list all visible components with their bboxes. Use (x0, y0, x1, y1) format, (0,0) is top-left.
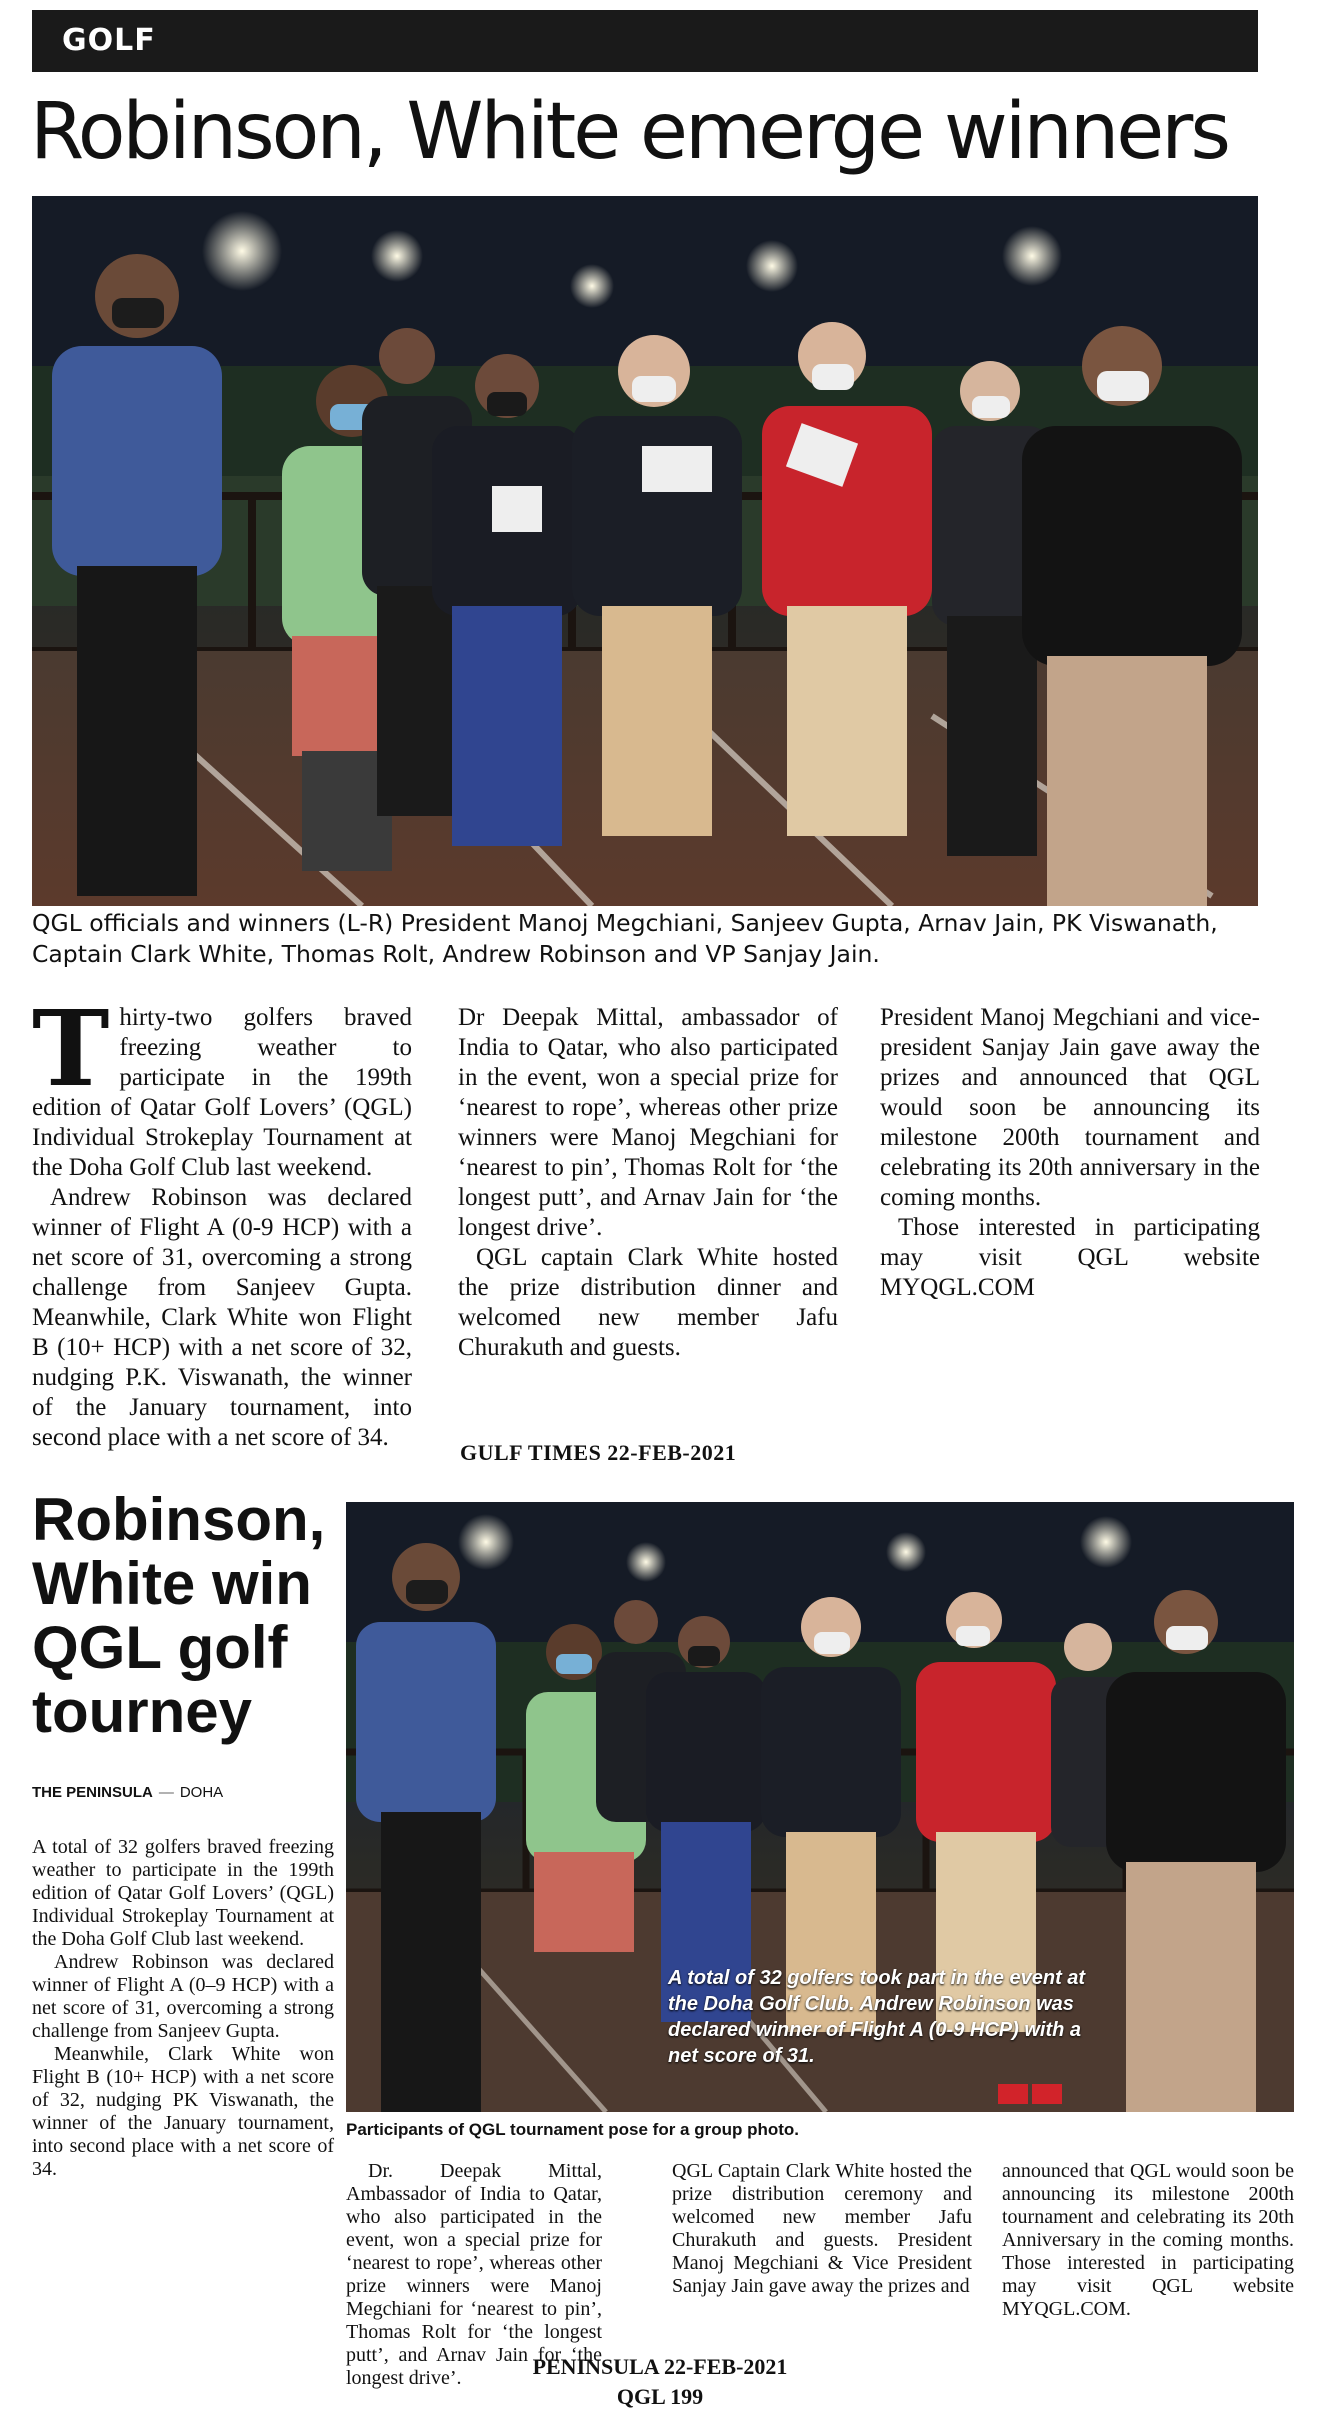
peninsula-source: PENINSULA 22-FEB-2021 (532, 2354, 788, 2379)
gulf-times-paragraph-2: Andrew Robinson was declared winner of Flight A (0-9 HCP) with a net score of 31, overcoming a strong challenge from Sanjeev Gupta. Meanwhile, Clark White won Flight B (10+ HCP) with a net score of 32, nudging P.K. Viswanath, the winner of the January tournament, into second place with a net score of 34. (32, 1184, 412, 1451)
byline-city: DOHA (179, 1784, 224, 1801)
gulf-times-column-1 (32, 987, 412, 1453)
peninsula-footer: QGL 199 (616, 2384, 704, 2409)
peninsula-paragraph-5: QGL Captain Clark White hosted the prize distribution ceremony and welcomed new member Jafu Churakuth and guests. President Manoj Megchiani & Vice President Sanjay Jain gave away the prizes and (672, 2160, 972, 2297)
peninsula-photo-caption: Participants of QGL tournament pose for a group photo. (346, 2120, 800, 2139)
peninsula-byline (32, 1784, 223, 1801)
section-label: GOLF (32, 10, 1258, 72)
peninsula-column-4 (1002, 2160, 1294, 2321)
gulf-times-source-line: GULF TIMES 22-FEB-2021 (460, 1440, 737, 1465)
peninsula-column-1 (32, 1836, 334, 2181)
peninsula-paragraph-4-cont: Dr. Deepak Mittal, Ambassador of India to Qatar, who also participated in the event, won a special prize for ‘nearest to rope’, whereas other prize winners were Manoj Megchiani for ‘nearest to pin’, Thomas Rolt for ‘the longest putt’, and Arnav Jain for ‘the longest drive’. (346, 2160, 602, 2389)
peninsula-paragraph-5-cont: announced that QGL would soon be announcing its milestone 200th tournament and celebrating its 20th Anniversary in the coming months. Those interested in participating may visit QGL website MYQGL.COM. (1002, 2160, 1294, 2320)
red-accent-blocks (998, 2084, 1066, 2109)
byline-dash: — (158, 1784, 174, 1801)
peninsula-column-3 (672, 2160, 972, 2298)
peninsula-source-line (490, 2352, 830, 2412)
peninsula-headline: Robinson, White win QGL golf tourney (32, 1486, 326, 1745)
gulf-times-paragraph-3: Dr Deepak Mittal, ambassador of India to Qatar, who also participated in the event, won a special prize for ‘nearest to rope’, whereas other prize winners were Manoj Megchiani for ‘nearest to pin’, Thomas Rolt for ‘the longest putt’, and Arnav Jain for ‘the longest drive’. (458, 1004, 838, 1241)
gulf-times-photo-caption: QGL officials and winners (L-R) President Manoj Megchiani, Sanjeev Gupta, Arnav Jain, PK Viswanath, Captain Clark White, Thomas Rolt, Andrew Robinson and VP Sanjay Jain. (32, 909, 1218, 968)
byline-paper: THE PENINSULA (32, 1784, 153, 1801)
drop-cap: T (32, 987, 110, 1110)
gulf-times-paragraph-6: Those interested in participating may visit QGL website MYQGL.COM (880, 1214, 1260, 1301)
gulf-times-paragraph-4: QGL captain Clark White hosted the prize distribution dinner and welcomed new member Jafu Churakuth and guests. (458, 1244, 838, 1361)
peninsula-photo-overlay-caption: A total of 32 golfers took part in the event at the Doha Golf Club. Andrew Robinson was declared winner of Flight A (0-9 HCP) with a net score of 31. (668, 1967, 1086, 2067)
peninsula-paragraph-1: A total of 32 golfers braved freezing weather to participate in the 199th edition of Qatar Golf Lovers’ (QGL) Individual Strokeplay Tournament at the Doha Golf Club last weekend. (32, 1836, 334, 1950)
gulf-times-paragraph-1: hirty-two golfers braved freezing weather to participate in the 199th edition of Qatar Golf Lovers’ (QGL) Individual Strokeplay Tournament at the Doha Golf Club last weekend. (32, 1004, 412, 1181)
gulf-times-column-3 (880, 1003, 1260, 1303)
gulf-times-group-photo (32, 196, 1258, 906)
gulf-times-headline: Robinson, White emerge winners (30, 87, 1228, 177)
peninsula-paragraph-3: Meanwhile, Clark White won Flight B (10+ HCP) with a net score of 32, nudging PK Viswanath, the winner of the January tournament, into second place with a net score of 34. (32, 2043, 334, 2180)
peninsula-paragraph-2: Andrew Robinson was declared winner of Flight A (0–9 HCP) with a net score of 31, overcoming a strong challenge from Sanjeev Gupta. (32, 1951, 334, 2042)
gulf-times-paragraph-5: President Manoj Megchiani and vice-president Sanjay Jain gave away the prizes and announced that QGL would soon be announcing its milestone 200th tournament and celebrating its 20th anniversary in the coming months. (880, 1004, 1260, 1211)
gulf-times-column-2 (458, 1003, 838, 1363)
